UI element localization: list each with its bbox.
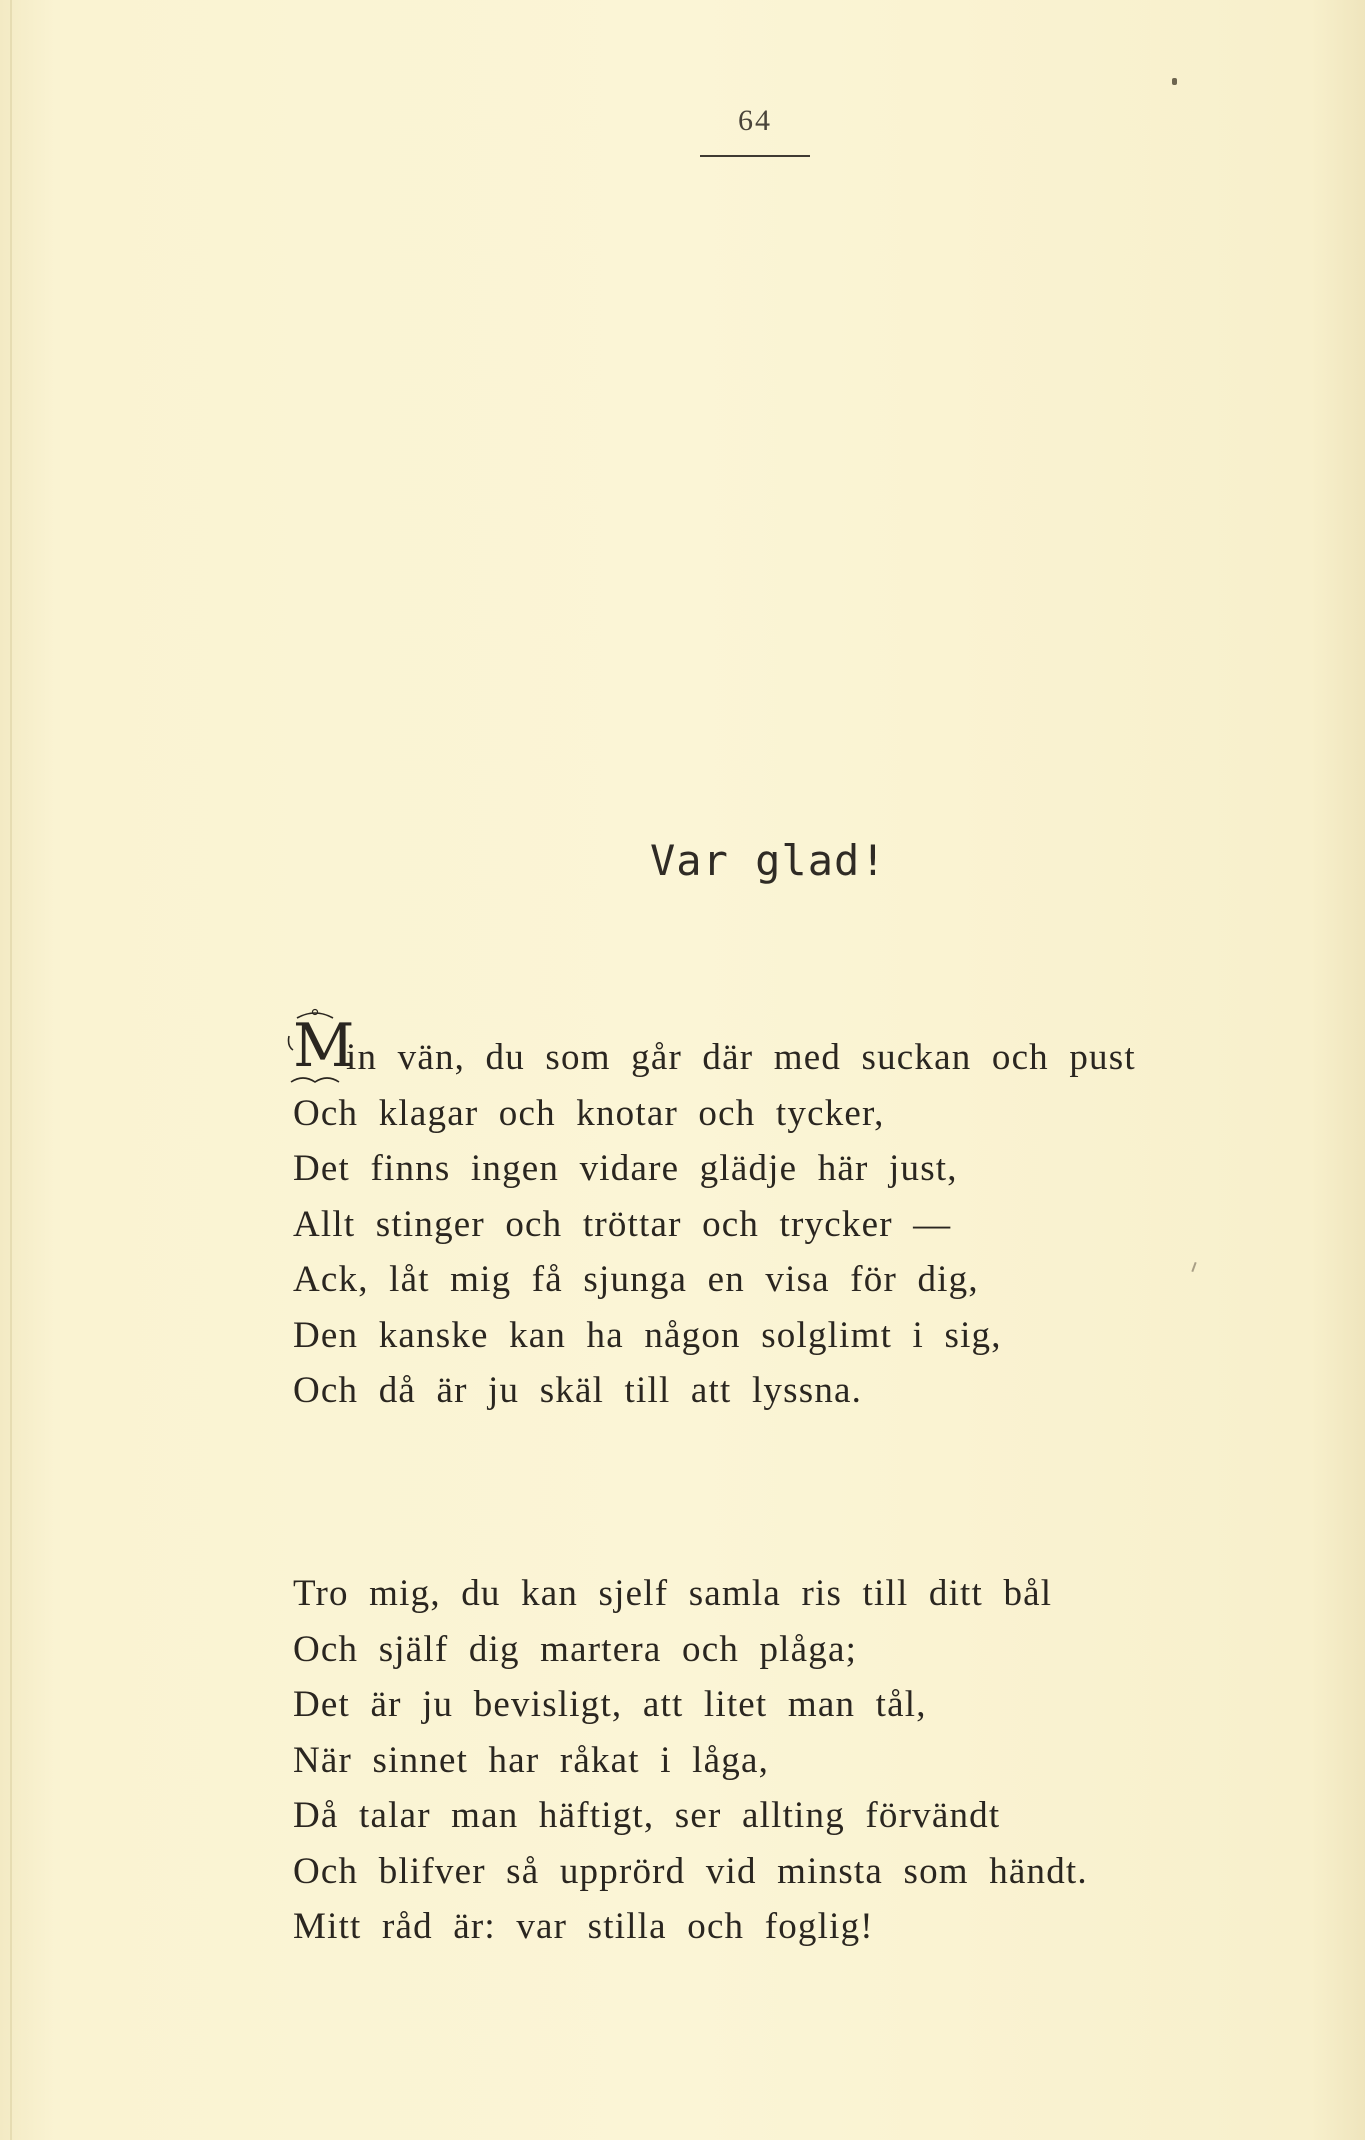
stanza-1-line-6: Den kanske kan ha någon solglimt i sig, [293,1314,1002,1356]
stanza-1-line-1 [293,1011,1136,1086]
poem-title: Var glad! [650,836,887,885]
stanza-1-line-7: Och då är ju skäl till att lyssna. [293,1370,863,1411]
ink-speck [1172,78,1177,85]
stanza-1-line-5: Ack, låt mig få sjunga en visa för dig, [293,1259,979,1300]
page-number: 64 [738,104,772,137]
stanza-2-line-3: Det är ju bevisligt, att litet man tål, [293,1684,927,1725]
stanza-1-line-2: Och klagar och knotar och tycker, [293,1092,885,1134]
stanza-2-line-5: Då talar man häftigt, ser allting förvändt [293,1795,1001,1836]
stanza-2-line-6: Och blifver så upprörd vid minsta som händt. [293,1850,1088,1892]
page-edge [10,0,12,2140]
stanza-2-line-7: Mitt råd är: var stilla och foglig! [293,1906,874,1947]
first-line-text: in vän, du som går där med suckan och pust [346,1037,1136,1078]
ornamental-initial [287,1006,356,1086]
stanza-2 [293,1566,1088,1955]
ink-tick [1191,1262,1196,1272]
initial-letter: M [293,1011,356,1081]
stanza-2-line-4: När sinnet har råkat i låga, [293,1739,770,1781]
stanza-1-line-3: Det finns ingen vidare glädje här just, [293,1148,958,1189]
stanza-2-line-1: Tro mig, du kan sjelf samla ris till ditt bål [293,1573,1053,1614]
stanza-2-line-2: Och själf dig martera och plåga; [293,1628,858,1670]
stanza-1 [293,1011,1136,1419]
header-rule [700,155,810,157]
stanza-1-line-4: Allt stinger och tröttar och trycker — [293,1203,952,1245]
